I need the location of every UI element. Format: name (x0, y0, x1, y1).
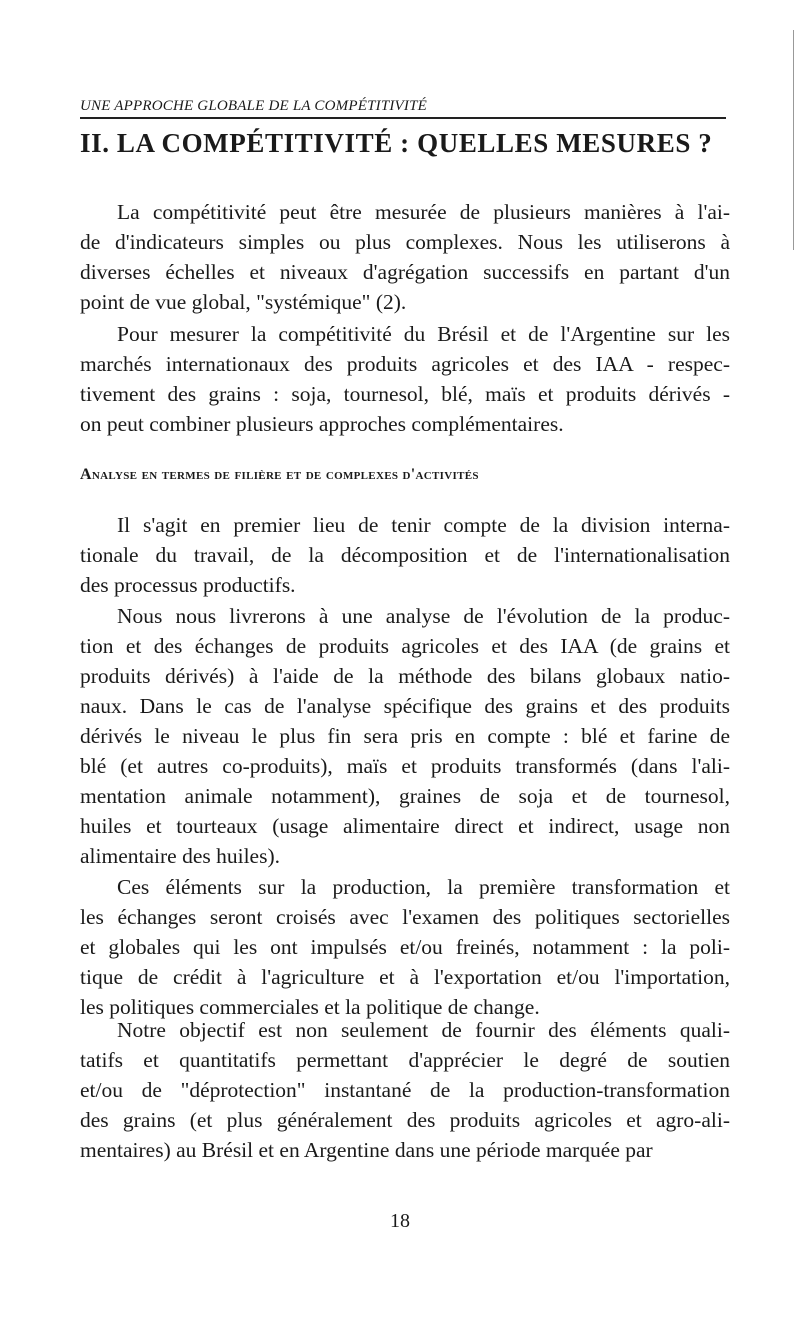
paragraph-line: Pour mesurer la compétitivité du Brésil et de l'Argentine sur les (117, 322, 730, 346)
paragraph-line: on peut combiner plusieurs approches complémentaires. (80, 412, 564, 436)
paragraph-line: des processus productifs. (80, 573, 296, 597)
paragraph-line: produits dérivés) à l'aide de la méthode des bilans globaux natio- (80, 664, 730, 688)
paragraph-line: les échanges seront croisés avec l'examen des politiques sectorielles (80, 905, 730, 929)
paragraph-line: point de vue global, "systémique" (2). (80, 290, 407, 314)
paragraph-line: tivement des grains : soja, tournesol, blé, maïs et produits dérivés - (80, 382, 730, 406)
paragraph-line: tionale du travail, de la décomposition et de l'internationalisation (80, 543, 730, 567)
paragraph-line: diverses échelles et niveaux d'agrégation successifs en partant d'un (80, 260, 730, 284)
paragraph-line: Ces éléments sur la production, la première transformation et (117, 875, 730, 899)
running-header: UNE APPROCHE GLOBALE DE LA COMPÉTITIVITÉ (80, 98, 726, 119)
paragraph-line: alimentaire des huiles). (80, 844, 280, 868)
subheading: Analyse en termes de filière et de complexes d'activités (80, 466, 479, 483)
paragraph-line: Notre objectif est non seulement de fournir des éléments quali- (117, 1018, 730, 1042)
paragraph-line: Il s'agit en premier lieu de tenir compte de la division interna- (117, 513, 730, 537)
paragraph-line: mentaires) au Brésil et en Argentine dans une période marquée par (80, 1138, 653, 1162)
paragraph-line: et/ou de "déprotection" instantané de la production-transformation (80, 1078, 730, 1102)
page-number: 18 (390, 1210, 410, 1232)
paragraph-line: marchés internationaux des produits agricoles et des IAA - respec- (80, 352, 730, 376)
paragraph-line: et globales qui les ont impulsés et/ou freinés, notamment : la poli- (80, 935, 730, 959)
paragraph-line: dérivés le niveau le plus fin sera pris en compte : blé et farine de (80, 724, 730, 748)
paragraph-line: mentation animale notamment), graines de soja et de tournesol, (80, 784, 730, 808)
paragraph-line: naux. Dans le cas de l'analyse spécifique des grains et des produits (80, 694, 730, 718)
paragraph-line: des grains (et plus généralement des produits agricoles et agro-ali- (80, 1108, 730, 1132)
paragraph-line: huiles et tourteaux (usage alimentaire direct et indirect, usage non (80, 814, 730, 838)
paragraph-line: blé (et autres co-produits), maïs et produits transformés (dans l'ali- (80, 754, 730, 778)
paragraph-line: tion et des échanges de produits agricoles et des IAA (de grains et (80, 634, 730, 658)
paragraph-line: La compétitivité peut être mesurée de plusieurs manières à l'ai- (117, 200, 730, 224)
section-title: II. LA COMPÉTITIVITÉ : QUELLES MESURES ? (80, 128, 713, 158)
paragraph-line: Nous nous livrerons à une analyse de l'évolution de la produc- (117, 604, 730, 628)
paragraph-line: de d'indicateurs simples ou plus complexes. Nous les utiliserons à (80, 230, 730, 254)
paragraph-line: tatifs et quantitatifs permettant d'apprécier le degré de soutien (80, 1048, 730, 1072)
scan-edge (793, 30, 794, 250)
paragraph-line: les politiques commerciales et la politique de change. (80, 995, 540, 1019)
paragraph-line: tique de crédit à l'agriculture et à l'exportation et/ou l'importation, (80, 965, 730, 989)
